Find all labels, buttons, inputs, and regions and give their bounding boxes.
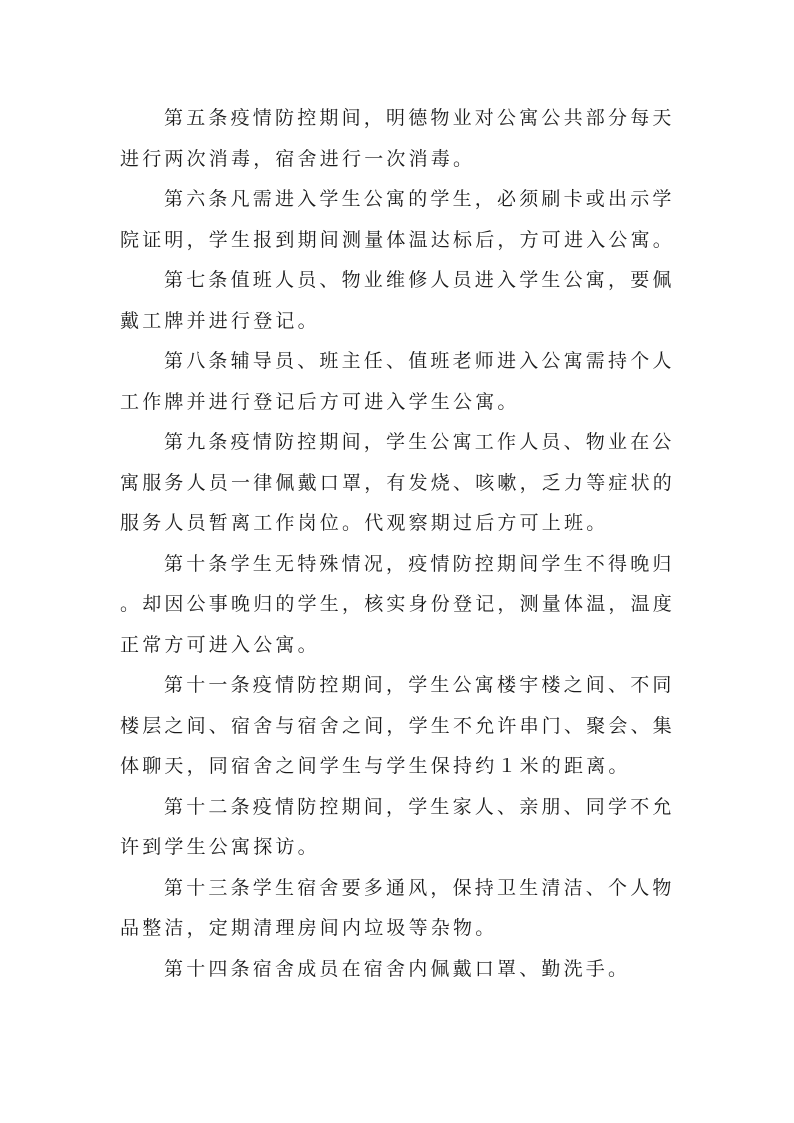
document-body: [120, 98, 680, 989]
article-11: 第十一条疫情防控期间，学生公寓楼宇楼之间、不同楼层之间、宿舍与宿舍之间，学生不允许串门、聚会、集体聊天，同宿舍之间学生与学生保持约１米的距离。: [120, 674, 676, 777]
article-14: 第十四条宿舍成员在宿舍内佩戴口罩、勤洗手。: [164, 957, 631, 980]
article-6: 第六条凡需进入学生公寓的学生，必须刷卡或出示学院证明，学生报到期间测量体温达标后，方可进入公寓。: [120, 188, 676, 251]
article-7: 第七条值班人员、物业维修人员进入学生公寓，要佩戴工牌并进行登记。: [120, 269, 675, 332]
article-8: 第八条辅导员、班主任、值班老师进入公寓需持个人工作牌并进行登记后方可进入学生公寓。: [120, 350, 675, 413]
article-5: 第五条疫情防控期间，明德物业对公寓公共部分每天进行两次消毒，宿舍进行一次消毒。: [120, 107, 675, 170]
article-9: 第九条疫情防控期间，学生公寓工作人员、物业在公寓服务人员一律佩戴口罩，有发烧、咳嗽，乏力等症状的服务人员暂离工作岗位。代观察期过后方可上班。: [120, 431, 676, 534]
article-12: 第十二条疫情防控期间，学生家人、亲朋、同学不允许到学生公寓探访。: [120, 795, 675, 858]
article-10: 第十条学生无特殊情况，疫情防控期间学生不得晚归。却因公事晚归的学生，核实身份登记，测量体温，温度正常方可进入公寓。: [120, 552, 676, 656]
article-13: 第十三条学生宿舍要多通风，保持卫生清洁、个人物品整洁，定期清理房间内垃圾等杂物。: [120, 876, 675, 939]
